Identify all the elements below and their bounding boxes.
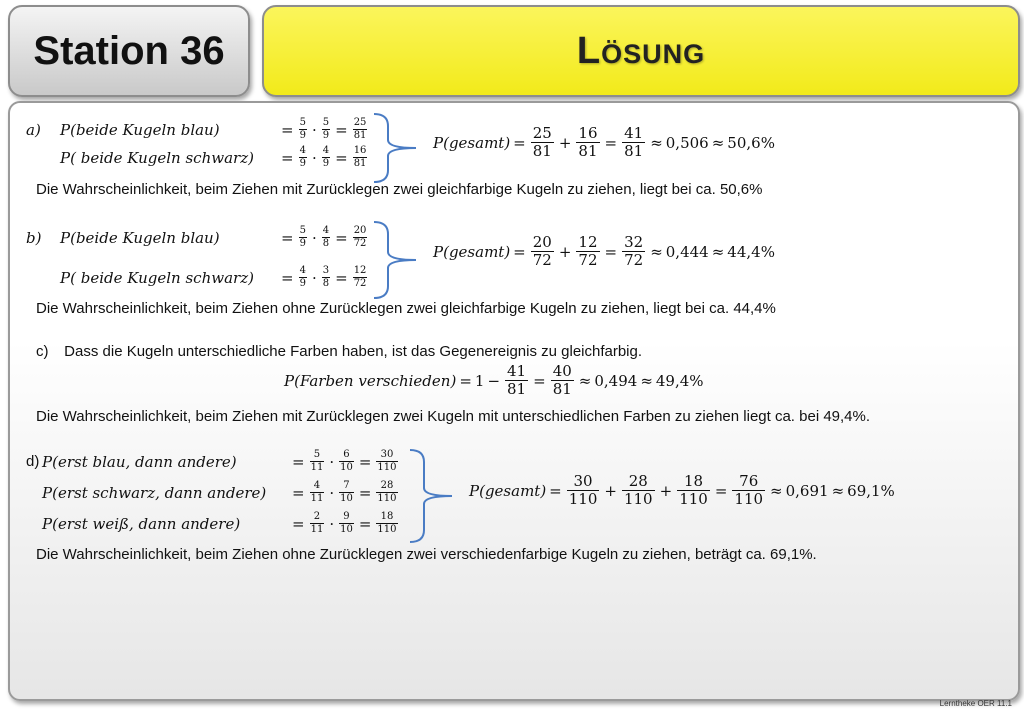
b-line1-res: $\frac{20}{72}$ xyxy=(353,225,367,249)
d-text: Die Wahrscheinlichkeit, beim Ziehen ohne Zurücklegen zwei verschiedenfarbige Kugeln zu ziehen, beträgt ca. 69,1%. xyxy=(36,546,817,563)
a-line2-f1: $\frac{4}{9}$ xyxy=(299,145,306,169)
a-total-t2: $\frac{16}{81}$ xyxy=(578,124,598,160)
b-line1-lhs: P(beide Kugeln blau) xyxy=(60,228,220,247)
d-line2: P(erst schwarz, dann andere) = $\frac{4}{11}$ · $\frac{7}{10}$ = $\frac{28}{110}$ xyxy=(42,480,397,504)
d-line1-res: $\frac{30}{110}$ xyxy=(377,449,397,473)
b-line2-res: $\frac{12}{72}$ xyxy=(353,265,367,289)
d-line3-f1: $\frac{2}{11}$ xyxy=(310,511,324,535)
station-title-box xyxy=(8,5,250,97)
c-formula-f1: $\frac{41}{81}$ xyxy=(507,362,527,398)
c-approx1: 0,494 xyxy=(594,371,638,390)
d-line2-res: $\frac{28}{110}$ xyxy=(377,480,397,504)
a-total-lhs: P(gesamt) xyxy=(433,133,511,152)
c-approx2: 49,4% xyxy=(655,371,704,390)
a-line1-f2: $\frac{5}{9}$ xyxy=(322,117,330,141)
d-label: d) xyxy=(26,453,40,470)
b-total-sum: $\frac{32}{72}$ xyxy=(624,233,644,269)
b-approx1: 0,444 xyxy=(665,242,709,261)
d-approx1: 0,691 xyxy=(785,481,829,500)
d-line2-f2: $\frac{7}{10}$ xyxy=(340,480,353,504)
b-line2: P( beide Kugeln schwarz) = $\frac{4}{9}$ · $\frac{3}{8}$ = $\frac{12}{72}$ xyxy=(60,265,367,289)
c-text: Die Wahrscheinlichkeit, beim Ziehen mit Zurücklegen zwei Kugeln mit unterschiedlichen Farben zu ziehen liegt ca. bei 49,4%. xyxy=(36,408,871,425)
footer-credit: Lerntheke OER 11.1 xyxy=(939,699,1012,708)
a-line1-res: $\frac{25}{81}$ xyxy=(353,117,367,141)
d-total-t3: $\frac{18}{110}$ xyxy=(679,472,708,508)
b-total-t2: $\frac{12}{72}$ xyxy=(578,233,598,269)
d-line2-lhs: P(erst schwarz, dann andere) xyxy=(42,483,267,502)
d-total-sum: $\frac{76}{110}$ xyxy=(734,472,764,508)
c-formula-one: 1 xyxy=(474,371,485,390)
loesung-title: Lösung xyxy=(576,29,706,72)
c-formula: P(Farben verschieden) = 1 − $\frac{41}{81}$ = $\frac{40}{81}$ ≈ 0,494 ≈ 49,4% xyxy=(284,362,704,398)
c-intro: Dass die Kugeln unterschiedliche Farben haben, ist das Gegenereignis zu gleichfarbig. xyxy=(64,343,643,360)
d-line1: d) P(erst blau, dann andere) = $\frac{5}{11}$ · $\frac{6}{10}$ = $\frac{30}{110}$ xyxy=(26,449,397,473)
a-total-t1: $\frac{25}{81}$ xyxy=(532,124,552,160)
b-total: P(gesamt) = $\frac{20}{72}$ + $\frac{12}{72}$ = $\frac{32}{72}$ ≈ 0,444 ≈ 44,4% xyxy=(433,233,775,269)
a-line1-f1: $\frac{5}{9}$ xyxy=(299,117,306,141)
a-line2: P( beide Kugeln schwarz) = $\frac{4}{9}$ · $\frac{4}{9}$ = $\frac{16}{81}$ xyxy=(60,145,367,169)
b-total-t1: $\frac{20}{72}$ xyxy=(532,233,552,269)
c-formula-lhs: P(Farben verschieden) xyxy=(284,371,457,390)
b-line2-f2: $\frac{3}{8}$ xyxy=(322,265,330,289)
a-total: P(gesamt) = $\frac{25}{81}$ + $\frac{16}{81}$ = $\frac{41}{81}$ ≈ 0,506 ≈ 50,6% xyxy=(433,124,775,160)
a-total-sum: $\frac{41}{81}$ xyxy=(624,124,644,160)
a-approx2: 50,6% xyxy=(727,133,775,152)
d-line3-res: $\frac{18}{110}$ xyxy=(377,511,397,535)
loesung-title-box xyxy=(262,5,1020,97)
a-line2-res: $\frac{16}{81}$ xyxy=(353,145,367,169)
station-title: Station 36 xyxy=(33,28,225,73)
d-brace xyxy=(408,448,462,544)
c-label: c) xyxy=(36,343,49,360)
a-line1: a) P(beide Kugeln blau) = $\frac{5}{9}$ · $\frac{5}{9}$ = $\frac{25}{81}$ xyxy=(26,117,367,141)
d-line3: P(erst weiß, dann andere) = $\frac{2}{11}$ · $\frac{9}{10}$ = $\frac{18}{110}$ xyxy=(42,511,397,535)
b-line2-f1: $\frac{4}{9}$ xyxy=(299,265,306,289)
d-line1-f1: $\frac{5}{11}$ xyxy=(310,449,324,473)
b-line1: b) P(beide Kugeln blau) = $\frac{5}{9}$ · $\frac{4}{8}$ = $\frac{20}{72}$ xyxy=(26,225,367,249)
c-formula-res: $\frac{40}{81}$ xyxy=(552,362,572,398)
b-label: b) xyxy=(26,228,42,247)
d-line3-lhs: P(erst weiß, dann andere) xyxy=(42,514,241,533)
b-text: Die Wahrscheinlichkeit, beim Ziehen ohne Zurücklegen zwei gleichfarbige Kugeln zu ziehen, liegt bei ca. 44,4% xyxy=(36,300,776,317)
d-line1-f2: $\frac{6}{10}$ xyxy=(340,449,353,473)
d-total-t1: $\frac{30}{110}$ xyxy=(568,472,598,508)
a-text: Die Wahrscheinlichkeit, beim Ziehen mit Zurücklegen zwei gleichfarbige Kugeln zu ziehen, liegt bei ca. 50,6% xyxy=(36,181,763,198)
a-brace xyxy=(372,112,426,184)
d-line2-f1: $\frac{4}{11}$ xyxy=(310,480,324,504)
d-line1-lhs: P(erst blau, dann andere) xyxy=(42,452,237,471)
a-line2-lhs: P( beide Kugeln schwarz) xyxy=(60,148,254,167)
b-line2-lhs: P( beide Kugeln schwarz) xyxy=(60,268,254,287)
c-intro-row xyxy=(36,343,642,360)
b-line1-f2: $\frac{4}{8}$ xyxy=(322,225,330,249)
b-brace xyxy=(372,220,426,300)
a-label: a) xyxy=(26,120,41,139)
d-approx2: 69,1% xyxy=(847,481,895,500)
d-total: P(gesamt) = $\frac{30}{110}$ + $\frac{28}{110}$ + $\frac{18}{110}$ = $\frac{76}{110}$ ≈ 0,691 ≈ 69,1% xyxy=(469,472,895,508)
b-line1-f1: $\frac{5}{9}$ xyxy=(299,225,306,249)
b-approx2: 44,4% xyxy=(727,242,775,261)
d-line3-f2: $\frac{9}{10}$ xyxy=(340,511,353,535)
d-total-lhs: P(gesamt) xyxy=(469,481,547,500)
d-total-t2: $\frac{28}{110}$ xyxy=(623,472,653,508)
a-approx1: 0,506 xyxy=(665,133,709,152)
b-total-lhs: P(gesamt) xyxy=(433,242,511,261)
a-line2-f2: $\frac{4}{9}$ xyxy=(322,145,330,169)
a-line1-lhs: P(beide Kugeln blau) xyxy=(60,120,220,139)
